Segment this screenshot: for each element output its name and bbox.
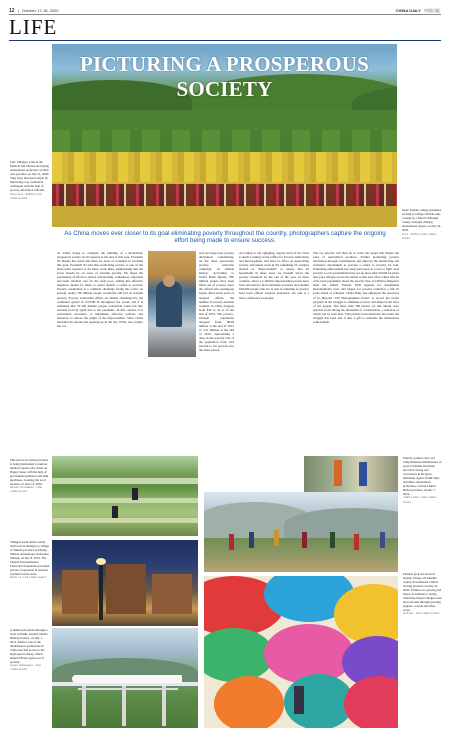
caption-lower-3-credit: WANG HONGQING / FOR CHINA DAILY: [10, 664, 41, 672]
caption-lower-2: [10, 540, 50, 580]
body-column-4: The top priority will then be to solve the issues that hinder the sales of agricultural products. Further promoting poverty alleviation through consumption and improve the monitoring and assistance mechanism to prevent a return to poverty, he said. Promoting employment has long been used as a tool to fight rural poverty. Local governments have set up more than 30,000 factories near poor villages across the nation to that end. Once China lifts all of its rural population above the poverty line, it will have helped to meet the United Nations 2030 Agenda for Sustainable Development's goal, and targets for poverty reduction a full 10 years ahead of schedule. China Daily has employed the resources of its Beyond "100 Photographers Event" to record the recent progress in the struggle to eliminate poverty and improve the lives of the people. The more than 300 photos for this album were selected from among the thousands of contributions, a selection of which can be seen here. This picture book illustrates how hard the struggle has been and is also a gift to celebrate the momentous achievement.: [313, 251, 399, 324]
caption-left-top-text: Left: Villagers work in the fields in Ani Tibetan and Qiang autonomous prefecture on their own province on July 21, 2020. They have increased output by improving crop cultivation techniques with the help of poverty alleviation officials.: [10, 160, 50, 193]
caption-lower-3-text: A bullet train passes through a town in Enshi, Central China's Hubei province, on July 1, 2014. Enshi is one of the mountainous prefectures in China that had access to the high-speed railway, which helped lift the region out of poverty.: [10, 628, 48, 665]
caption-right-top-text: Inset: Female college graduates serving as village officials take a break by a field in Xihuang county, Guangxi Zhuang autonomous region, on July 24, 2020.: [402, 208, 442, 233]
body-column-1: As China hopes to complete the building of a moderately prosperous society in all respects at the end of this year, President Xi Jinping has noted that there are areas of weakness in reaching this goal. President Xi said that eradicating poverty is one of the main tasks required to fix these weak links, emphasizing that the focus should be on areas of extreme poverty. He urged the prioritizing of efforts to ensure safe housing, compulsory education and basic medical care for the rural poor, adding that effective measures should be taken to guard against a return to poverty. Poverty eradication is a common challenge facing the world. At present, nearly 700 million people worldwide still live in extreme poverty. Poverty eradication efforts are further challenged by the continued spread of COVID-19 throughout the world, and it is estimated that 70-100 million people worldwide could fall into extreme poverty again due to the pandemic. In this context, it is particularly necessary to implement effective policies and measures to relieve the plight of the impoverished. Since China launched its reform and opening up in the late 1970s, the country has car-: [57, 251, 143, 328]
caption-left-top-credit: ZHAO KAI / XINHUA FOR CHINA DAILY: [10, 193, 43, 201]
photo-village-street: [52, 540, 198, 626]
body-column-3: [239, 251, 309, 300]
caption-lower-1-credit: ZHANG XIAOMING / FOR CHINA DAILY: [10, 486, 42, 494]
publication-name-cn: 中国日报: [424, 8, 440, 13]
hero-photo: [52, 44, 397, 227]
page-number: 12: [9, 8, 15, 14]
photo-colorful-umbrellas: [204, 576, 398, 728]
section-rule: [9, 40, 441, 41]
photo-power-workers: [304, 456, 398, 492]
caption-right-1-text: Elderly workers carry out comprehensive maintenance of power facilities and home electrical wiring and accessories in Di Qiwu Mountain region, Enshi Tujia and Miao autonomous prefecture, Central China's Hubei province, on Dec 7, 2019.: [403, 456, 442, 497]
caption-right-top-credit: LI LI / XINHUA FOR CHINA DAILY: [402, 233, 437, 241]
photo-farmer-with-crops: [148, 251, 196, 357]
body-column-2: [148, 251, 234, 359]
caption-right-2: [403, 572, 443, 617]
body-column-3-text: According to Ou Qingping, deputy head of the State Council Leading Group Office for Poverty Alleviation and Development, still have its effort on supervising poverty alleviation work in the remaining 52 counties labeled as "impoverished" to ensure that all households in these areas are brought above the poverty threshold by the end of the year. In these counties, about 1.2 million impoverished people have been relocated to more habitable locations and another 650,000 people who are at risk of returning to poverty have been offered targeted assistance, Ou said at a news conference in August.: [239, 251, 309, 300]
publication-name: CHINA DAILY: [395, 8, 421, 13]
caption-right-2-text: Farmers pick red beans in Xichuo village of Lhundub county in Southwest China's Xizang province on July 25, 2020. Farmers are growing red beans, in addition to barley, which has helped villagers earn more income through growing peppers, cereals and other crops.: [403, 572, 443, 613]
caption-lower-1-text: This terrace in Gansu province is being maintained to nurture medical experts who dwelt on Happy Street with the help of government guidance and bulk purchases, boosting the local income, on June 14, 2020.: [10, 458, 49, 487]
hero-title: PICTURING A PROSPEROUS SOCIETY: [79, 52, 370, 101]
caption-right-1-credit: CHEN LIHUA / FOR CHINA DAILY: [403, 496, 437, 504]
caption-left-top: [10, 160, 50, 201]
caption-lower-3: [10, 628, 50, 673]
photo-bullet-train: [52, 628, 198, 728]
photo-villagers-hiking: [204, 492, 398, 572]
page-number-date: 12 | October 17-18, 2020: [9, 8, 59, 14]
deck: As China moves ever closer to its goal eliminating poverty throughout the country, photographers capture the ongoing effort being made to ensure success.: [64, 230, 386, 245]
photo-terrace-fields: [52, 456, 198, 536]
caption-lower-1: [10, 458, 50, 494]
issue-date: October 17-18, 2020: [21, 8, 59, 13]
caption-lower-2-credit: ZHOU LI / FOR CHINA DAILY: [10, 576, 47, 580]
header-rule: [9, 14, 441, 15]
section-title: LIFE: [9, 15, 58, 39]
caption-right-2-credit: HAN XU / FOR CHINA DAILY: [403, 612, 440, 616]
caption-lower-2-text: Villagers stroll amid a newly built road in Shangri-La village of Yunnan province in Diqing Tibetan autonomous prefecture, Yunnan, on Dec 8, 2019. The Tibetan Environmental Protection Foundation provided private cooperation in pastoral tourism in rural areas.: [10, 540, 50, 577]
caption-right-1: [403, 456, 443, 505]
caption-right-top: [402, 208, 442, 241]
body-column-2-text: ried out large-scale poverty alleviation, contributing, on the most spectacular poverty reduction campaign in human history. According to World Bank figures, 850 million people have been lifted out of poverty since the reform and opening-up began. After seven years of targeted efforts, the number of poverty-stricken counties in China dropped from 832 to 52 as of the end of 2019. The poverty-stricken population dropped from 98.99 million at the end of 2012 to 5.51 million at the end of 2019, representing a drop in the poverty rate of the population from 10.2 percent to 0.6 percent over the same period.: [199, 251, 234, 353]
